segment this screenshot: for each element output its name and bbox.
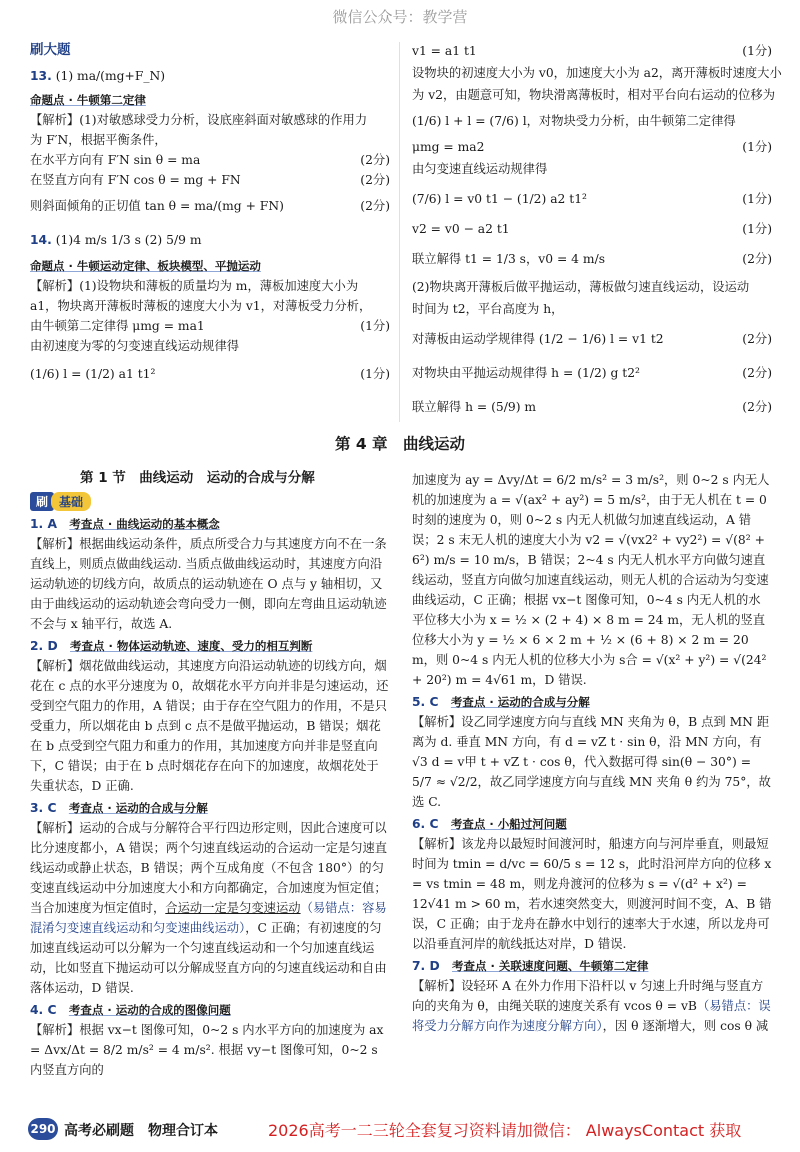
q13-line-4: 在竖直方向有 F′N cos θ = mg + FN (2分) xyxy=(30,170,390,190)
q6-header: 6. C 考查点 · 小船过河问题 xyxy=(412,817,567,831)
q13-line-1: 【解析】(1)对敏感球受力分析，设底座斜面对敏感球的作用力 xyxy=(30,113,368,127)
q14-line-5: (1/6) l = (1/2) a1 t1² (1分) xyxy=(30,364,390,384)
badge-sub: 基础 xyxy=(51,492,91,511)
q3-text: 【解析】运动的合成与分解符合平行四边形定则，因此合速度可以比分速度都小，A 错误；两个匀速直线运动的合运动一定是匀速直线运动或静止状态，B 错误；两个互成角度（不包含 180°）的匀变速直线运动中分加速度大小和方向都确定，合加速度为恒定值；当合加速度为恒定值时，合运动一定是匀变速运动（易错点：容易混淆匀变速直线运动和匀变速曲线运动），C 正确；有初速度的匀加速直线运动可以分解为一个匀速直线运动和一个匀加速直线运动，比如竖直下抛运动可以分解成竖直方向的匀速直线运动和自由落体运动，D 错误. xyxy=(30,821,388,995)
rt-line-1: v1 = a1 t1 (1分) xyxy=(412,40,772,62)
q4-header: 4. C 考查点 · 运动的合成的图像问题 xyxy=(30,1003,231,1017)
q3-mistake-note: 容易混淆匀变速直线运动和匀变速曲线运动 xyxy=(30,901,387,935)
q3-mistake-open: （易错点： xyxy=(300,901,363,915)
q4-text: 【解析】根据 vx−t 图像可知，0~2 s 内水平方向的加速度为 ax = Δvx/Δt = 8/2 m/s² = 4 m/s². 根据 vy−t 图像可知，0~2 s 内竖直方向的 xyxy=(30,1023,384,1077)
score: (1分) xyxy=(742,192,772,206)
score: (1分) xyxy=(742,140,772,154)
q13-answer: (1) ma/(mg+F_N) xyxy=(55,69,166,83)
q7-text: 【解析】设轻环 A 在外力作用下沿杆以 v 匀速上升时绳与竖直方向的夹角为 θ，由绳关联的速度关系有 vcos θ = vB（易错点：误将受力分解方向作为速度分解方向），因 θ 逐渐增大，则 cos θ 减 xyxy=(412,979,771,1033)
section-title-heading: 第 1 节 曲线运动 运动的合成与分解 xyxy=(80,470,315,486)
score: (2分) xyxy=(360,153,390,167)
score: (2分) xyxy=(360,173,390,187)
q7-header: 7. D 考查点 · 关联速度问题、牛顿第二定律 xyxy=(412,959,649,973)
rt-line-2: 设物块的初速度大小为 v0，加速度大小为 a2，离开薄板时速度大小 xyxy=(412,66,782,80)
score: (1分) xyxy=(360,367,390,381)
q14-line-1: 【解析】(1)设物块和薄板的质量均为 m，薄板加速度大小为 xyxy=(30,279,359,293)
book-title: 高考必刷题 物理合订本 xyxy=(64,1123,218,1139)
q14-line-4: 由初速度为零的匀变速直线运动规律得 xyxy=(30,339,240,353)
q3-underline: 合运动一定是匀变速运动 xyxy=(165,901,301,915)
score: (2分) xyxy=(742,366,772,380)
q6-text: 【解析】该龙舟以最短时间渡河时，船速方向与河岸垂直，则最短时间为 tmin = d/vc = 60/5 s = 12 s，此时沿河岸方向的位移 x = vs tmin = 48 m，则龙舟渡河的位移为 s = √(d² + x²) = 12√41 m > 60 m，若水速突然变大，则渡河时间不变，A、B 错误，C 正确；由于龙舟在静水中划行的速率大于水速，所以龙舟可以沿垂直河岸的航线抵达对岸，D 错误. xyxy=(412,837,772,951)
q14-answer: (1)4 m/s 1/3 s (2) 5/9 m xyxy=(55,233,202,247)
rt-line-3: 为 v2，由题意可知，物块滑离薄板时，相对平台向右运动的位移为 xyxy=(412,88,775,102)
rt-line-7: (7/6) l = v0 t1 − (1/2) a2 t1² (1分) xyxy=(412,188,772,210)
q13-knowledge-point: 命题点 · 牛顿第二定律 xyxy=(30,93,146,107)
q13-line-2: 为 F′N，根据平衡条件， xyxy=(30,133,167,147)
section-title: 刷大题 xyxy=(30,42,71,58)
q1-text: 【解析】根据曲线运动条件，质点所受合力与其速度方向不在一条直线上，则质点做曲线运动. 当质点做曲线运动时，其速度方向沿运动轨迹的切线方向，故质点的运动轨迹在 O 点与 y 轴相切，又由于曲线运动的运动轨迹会弯向受力一侧，即向左弯曲且运动轨迹不会与 x 轴平行，故选 A. xyxy=(30,537,387,631)
score: (2分) xyxy=(742,252,772,266)
basic-badge xyxy=(30,491,91,511)
right-top-column xyxy=(412,40,782,418)
rt-line-9: 联立解得 t1 = 1/3 s，v0 = 4 m/s (2分) xyxy=(412,248,772,270)
chapter-title: 第 4 章 曲线运动 xyxy=(334,435,466,453)
left-bottom-column xyxy=(30,514,390,1080)
left-top-column xyxy=(30,40,390,384)
column-divider xyxy=(399,42,400,422)
rt-line-5: μmg = ma2 (1分) xyxy=(412,136,772,158)
q14-line-3: 由牛顿第二定律得 μmg = ma1 (1分) xyxy=(30,316,390,336)
promo-text: 2026高考一二三轮全套复习资料请加微信： AlwaysContact 获取 xyxy=(268,1121,742,1140)
q2-text: 【解析】烟花做曲线运动，其速度方向沿运动轨迹的切线方向，烟花在 c 点的水平分速度为 0，故烟花水平方向并非是匀速运动，还受到空气阻力的作用，A 错误；由于存在空气阻力的作用，不是只受重力，所以烟花由 b 点到 c 点不是做平抛运动，B 错误；烟花在 b 点受到空气阻力和重力的作用，其加速度方向并非是竖直向下，C 错误；由于在 b 点时烟花存在向下的加速度，故烟花处于失重状态，D 正确. xyxy=(30,659,389,793)
watermark-text: 微信公众号：教学营 xyxy=(332,8,468,26)
q5-text: 【解析】设乙同学速度方向与直线 MN 夹角为 θ，B 点到 MN 距离为 d. 垂直 MN 方向，有 d = vZ t · sin θ，沿 MN 方向，有 √3 d = v甲 t + vZ t · cos θ，代入数据可得 sin(θ − 30°) = 5/7 ≈ √2/2，故乙同学速度方向与直线 MN 夹角 θ 约为 75°，故选 C. xyxy=(412,715,771,809)
score: (1分) xyxy=(742,222,772,236)
q13-line-3: 在水平方向有 F′N sin θ = ma (2分) xyxy=(30,150,390,170)
right-bottom-column xyxy=(412,470,772,1036)
rt-line-13: 对物块由平抛运动规律得 h = (1/2) g t2² (2分) xyxy=(412,362,772,384)
score: (2分) xyxy=(742,332,772,346)
rt-line-6: 由匀变速直线运动规律得 xyxy=(412,162,548,176)
q1-header: 1. A 考查点 · 曲线运动的基本概念 xyxy=(30,517,220,531)
q5-header: 5. C 考查点 · 运动的合成与分解 xyxy=(412,695,590,709)
q3-mistake-close: ） xyxy=(239,921,246,935)
q14-number: 14. xyxy=(30,233,52,247)
rt-line-10: (2)物块离开薄板后做平抛运动，薄板做匀速直线运动，设运动 xyxy=(412,280,750,294)
q13-answer-line xyxy=(30,66,390,86)
rt-line-14: 联立解得 h = (5/9) m (2分) xyxy=(412,396,772,418)
badge-main: 刷 xyxy=(30,492,54,511)
q14-line-2: a1，物块离开薄板时薄板的速度大小为 v1，对薄板受力分析， xyxy=(30,299,372,313)
q13-number: 13. xyxy=(30,69,52,83)
score: (1分) xyxy=(742,44,772,58)
q14-answer-line xyxy=(30,230,390,250)
rt-line-11: 时间为 t2，平台高度为 h， xyxy=(412,302,564,316)
score: (2分) xyxy=(742,400,772,414)
rt-line-4: (1/6) l + l = (7/6) l，对物块受力分析，由牛顿第二定律得 xyxy=(412,114,736,128)
page-number: 290 xyxy=(28,1118,58,1140)
score: (2分) xyxy=(360,199,390,213)
q7-mistake-note: （易错点：误将受力分解方向作为速度分解方向） xyxy=(412,999,771,1033)
q2-header: 2. D 考查点 · 物体运动轨迹、速度、受力的相互判断 xyxy=(30,639,313,653)
rt-line-8: v2 = v0 − a2 t1 (1分) xyxy=(412,218,772,240)
rt-line-12: 对薄板由运动学规律得 (1/2 − 1/6) l = v1 t2 (2分) xyxy=(412,328,772,350)
score: (1分) xyxy=(360,319,390,333)
q13-line-5: 则斜面倾角的正切值 tan θ = ma/(mg + FN) (2分) xyxy=(30,196,390,216)
q4-continued-text: 加速度为 ay = Δvy/Δt = 6/2 m/s² = 3 m/s²，则 0~2 s 内无人机的加速度为 a = √(ax² + ay²) = 5 m/s²，由于无人机在 t = 0 时刻的速度为 0，则 0~2 s 内无人机做匀加速直线运动，A 错误；2 s 末无人机的速度大小为 v2 = √(vx2² + vy2²) = √(8² + 6²) m/s = 10 m/s，B 错误；2~4 s 内无人机水平方向做匀速直线运动，竖直方向做匀加速直线运动，则无人机的合运动为匀变速曲线运动，C 正确；根据 vx−t 图像可知，0~4 s 内无人机的水平位移大小为 x = ½ × (2 + 4) × 8 m = 24 m，无人机的竖直位移大小为 y = ½ × 6 × 2 m + ½ × (6 + 8) × 2 m = 20 m，则 0~4 s 内无人机的位移大小为 s合 = √(x² + y²) = √(24² + 20²) m = 4√61 m，D 错误. xyxy=(412,473,770,687)
q14-knowledge-point: 命题点 · 牛顿运动定律、板块模型、平抛运动 xyxy=(30,259,261,273)
q3-header: 3. C 考查点 · 运动的合成与分解 xyxy=(30,801,208,815)
